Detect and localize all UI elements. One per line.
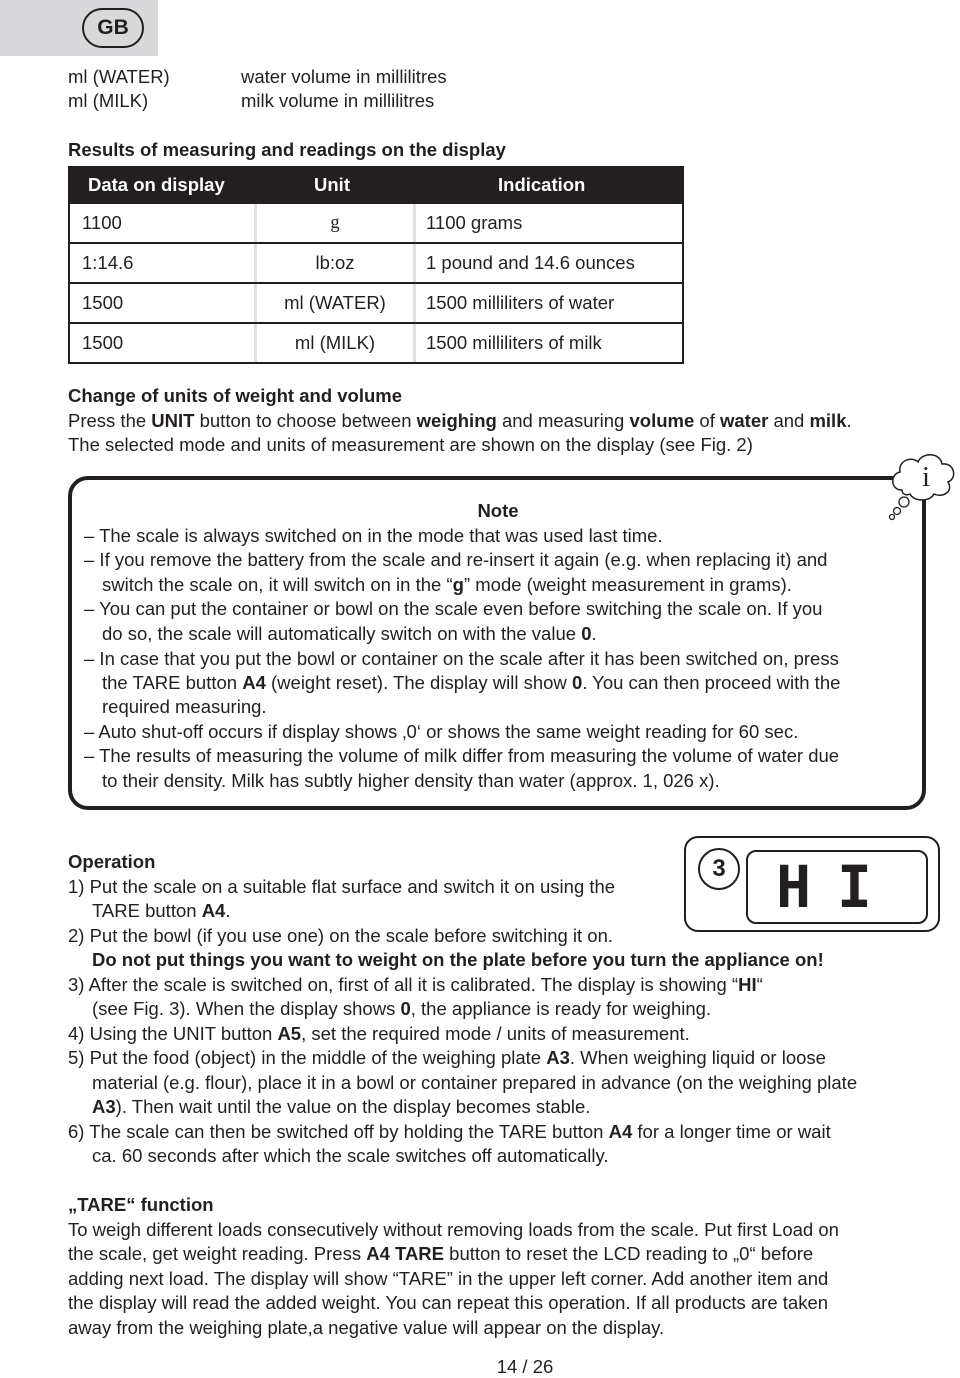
operation-step: 3) After the scale is switched on, first of all it is calibrated. The display is showing “HI“ — [68, 974, 763, 995]
note-title: Note — [477, 500, 519, 521]
lcd-display-text: HI — [776, 853, 898, 921]
note-item: – If you remove the battery from the scale and re-insert it again (e.g. when replacing it) and — [84, 549, 828, 570]
operation-step: 1) Put the scale on a suitable flat surface and switch it on using the — [68, 876, 616, 897]
def-term-milk: ml (MILK) — [68, 90, 149, 111]
operation-step: 5) Put the food (object) in the middle of the weighing plate A3. When weighing liquid or loose — [68, 1047, 826, 1068]
tare-heading: „TARE“ function — [68, 1194, 214, 1215]
table-cell: 1500 — [70, 324, 254, 362]
operation-heading: Operation — [68, 851, 156, 872]
note-item-cont: do so, the scale will automatically switch on with the value 0. — [102, 623, 597, 644]
change-units-heading: Change of units of weight and volume — [68, 385, 403, 406]
table-header-data: Data on display — [88, 174, 225, 195]
table-cell: 1 pound and 14.6 ounces — [416, 244, 682, 282]
def-desc-water: water volume in millilitres — [241, 66, 447, 87]
table-row — [70, 322, 682, 362]
table-header-row — [70, 168, 682, 202]
note-item-cont: required measuring. — [102, 696, 267, 717]
operation-step-cont: (see Fig. 3). When the display shows 0, the appliance is ready for weighing. — [92, 998, 712, 1019]
operation-step-cont: A3). Then wait until the value on the display becomes stable. — [92, 1096, 591, 1117]
tare-text: the scale, get weight reading. Press A4 TARE button to reset the LCD reading to „0“ before — [68, 1243, 814, 1264]
table-cell: 1500 — [70, 284, 254, 322]
note-item: – Auto shut-off occurs if display shows ‚0‘ or shows the same weight reading for 60 sec. — [84, 721, 799, 742]
operation-step-cont: material (e.g. flour), place it in a bowl or container prepared in advance (on the weighing plate — [92, 1072, 858, 1093]
def-desc-milk: milk volume in millilitres — [241, 90, 435, 111]
table-cell: 1100 grams — [416, 204, 682, 242]
table-cell: 1:14.6 — [70, 244, 254, 282]
operation-step: 2) Put the bowl (if you use one) on the scale before switching it on. — [68, 925, 614, 946]
table-header-indication: Indication — [498, 174, 586, 195]
note-item-cont: to their density. Milk has subtly higher density than water (approx. 1, 026 x). — [102, 770, 720, 791]
results-heading: Results of measuring and readings on the display — [68, 139, 506, 160]
tare-text: the display will read the added weight. You can repeat this operation. If all products are taken — [68, 1292, 829, 1313]
tare-text: To weigh different loads consecutively without removing loads from the scale. Put first Load on — [68, 1219, 839, 1240]
change-units-text-1: Press the UNIT button to choose between weighing and measuring volume of water and milk. — [68, 410, 852, 431]
note-item: – In case that you put the bowl or container on the scale after it has been switched on, press — [84, 648, 839, 669]
note-item: – You can put the container or bowl on the scale even before switching the scale on. If you — [84, 598, 823, 619]
tare-text: adding next load. The display will show “TARE” in the upper left corner. Add another item and — [68, 1268, 829, 1289]
language-badge: GB — [82, 8, 144, 48]
table-cell: g — [254, 204, 416, 242]
table-cell: ml (MILK) — [254, 324, 416, 362]
note-item: – The scale is always switched on in the mode that was used last time. — [84, 525, 663, 546]
page-number: 14 / 26 — [496, 1356, 554, 1377]
figure-number: 3 — [698, 848, 740, 890]
table-cell: lb:oz — [254, 244, 416, 282]
operation-step-cont: TARE button A4. — [92, 900, 231, 921]
def-term-water: ml (WATER) — [68, 66, 170, 87]
table-cell: 1500 milliliters of milk — [416, 324, 682, 362]
table-row — [70, 242, 682, 282]
table-cell: ml (WATER) — [254, 284, 416, 322]
note-item-cont: switch the scale on, it will switch on in the “g” mode (weight measurement in grams). — [102, 574, 792, 595]
operation-step-cont: ca. 60 seconds after which the scale switches off automatically. — [92, 1145, 609, 1166]
table-row — [70, 202, 682, 242]
operation-warning: Do not put things you want to weight on the plate before you turn the appliance on! — [92, 949, 824, 970]
table-row — [70, 282, 682, 322]
operation-step: 6) The scale can then be switched off by holding the TARE button A4 for a longer time or wait — [68, 1121, 831, 1142]
table-cell: 1100 — [70, 204, 254, 242]
info-letter: i — [922, 462, 930, 493]
tare-text: away from the weighing plate,a negative value will appear on the display. — [68, 1317, 665, 1338]
change-units-text-2: The selected mode and units of measurement are shown on the display (see Fig. 2) — [68, 434, 753, 455]
table-cell: 1500 milliliters of water — [416, 284, 682, 322]
note-item: – The results of measuring the volume of milk differ from measuring the volume of water due — [84, 745, 840, 766]
operation-step: 4) Using the UNIT button A5, set the required mode / units of measurement. — [68, 1023, 690, 1044]
note-item-cont: the TARE button A4 (weight reset). The display will show 0. You can then proceed with the — [102, 672, 841, 693]
units-table — [68, 166, 684, 364]
table-header-unit: Unit — [314, 174, 350, 195]
